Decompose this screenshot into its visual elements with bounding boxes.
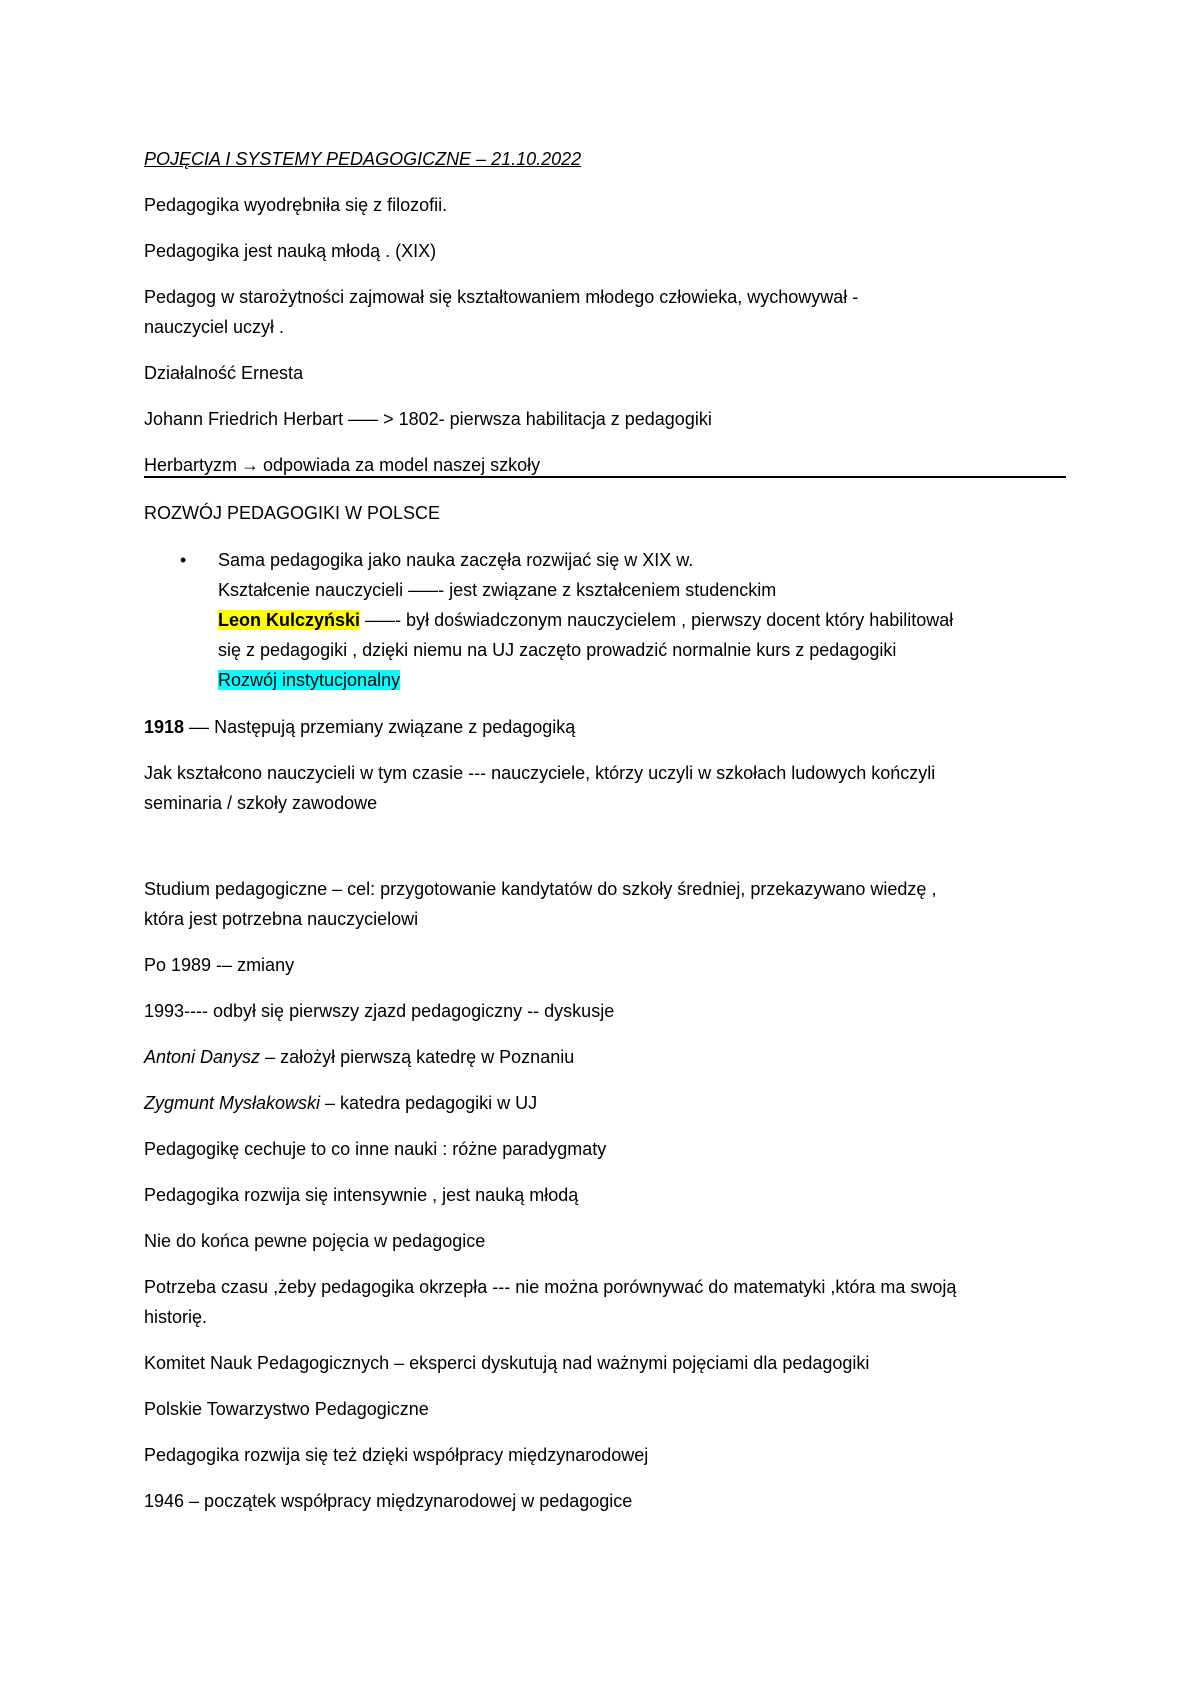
paragraph: Pedagogika wyodrębniła się z filozofii. [144, 195, 448, 215]
horizontal-rule [144, 476, 1066, 478]
paragraph-continued: nauczyciel uczył . [144, 317, 285, 337]
paragraph-continued: która jest potrzebna nauczycielowi [144, 909, 419, 929]
paragraph: 1946 – początek współpracy międzynarodowej w pedagogice [144, 1491, 633, 1511]
highlighted-text: Rozwój instytucjonalny [218, 670, 401, 690]
paragraph-continued: seminaria / szkoły zawodowe [144, 793, 378, 813]
paragraph: Pedagog w starożytności zajmował się kształtowaniem młodego człowieka, wychowywał - [144, 287, 859, 307]
person-name: Zygmunt Mysłakowski [144, 1093, 321, 1113]
paragraph: Działalność Ernesta [144, 363, 304, 383]
bullet-line: się z pedagogiki , dzięki niemu na UJ zaczęto prowadzić normalnie kurs z pedagogiki [218, 640, 897, 660]
page-title: POJĘCIA I SYSTEMY PEDAGOGICZNE – 21.10.2022 [144, 149, 582, 169]
text-span: – katedra pedagogiki w UJ [320, 1093, 538, 1113]
paragraph-danysz [144, 1042, 574, 1072]
paragraph: Jak kształcono nauczycieli w tym czasie --- nauczyciele, którzy uczyli w szkołach ludowych kończyli [144, 763, 936, 783]
text-span: –– Następują przemiany związane z pedagogiką [184, 717, 576, 737]
paragraph: Pedagogikę cechuje to co inne nauki : różne paradygmaty [144, 1139, 607, 1159]
bullet-line: Kształcenie nauczycieli –––- jest związane z kształceniem studenckim [218, 580, 777, 600]
section-heading: ROZWÓJ PEDAGOGIKI W POLSCE [144, 503, 441, 523]
paragraph: Pedagogika rozwija się też dzięki współpracy międzynarodowej [144, 1445, 649, 1465]
paragraph: 1993---- odbył się pierwszy zjazd pedagogiczny -- dyskusje [144, 1001, 615, 1021]
bullet-line: Sama pedagogika jako nauka zaczęła rozwijać się w XIX w. [218, 550, 694, 570]
bullet-line [218, 665, 400, 695]
paragraph-1918 [144, 712, 575, 742]
text-span: – założył pierwszą katedrę w Poznaniu [260, 1047, 575, 1067]
text-span: odpowiada za model naszej szkoły [263, 455, 541, 475]
paragraph: Pedagogika jest nauką młodą . (XIX) [144, 241, 437, 261]
paragraph: Nie do końca pewne pojęcia w pedagogice [144, 1231, 486, 1251]
paragraph: Studium pedagogiczne – cel: przygotowanie kandytatów do szkoły średniej, przekazywano wiedzę , [144, 879, 937, 899]
paragraph: Potrzeba czasu ,żeby pedagogika okrzepła --- nie można porównywać do matematyki ,która ma swoją [144, 1277, 957, 1297]
paragraph: Komitet Nauk Pedagogicznych – eksperci dyskutują nad ważnymi pojęciami dla pedagogiki [144, 1353, 870, 1373]
highlighted-name: Leon Kulczyński [218, 610, 361, 630]
text-span: –––- był doświadczonym nauczycielem , pierwszy docent który habilitował [360, 610, 954, 630]
person-name: Antoni Danysz [144, 1047, 261, 1067]
paragraph: Po 1989 -– zmiany [144, 955, 295, 975]
paragraph: Pedagogika rozwija się intensywnie , jest nauką młodą [144, 1185, 579, 1205]
paragraph: Johann Friedrich Herbart ––– > 1802- pierwsza habilitacja z pedagogiki [144, 409, 712, 429]
right-arrow-icon: → [241, 455, 260, 475]
text-span: Herbartyzm [144, 455, 238, 475]
paragraph: Polskie Towarzystwo Pedagogiczne [144, 1399, 429, 1419]
paragraph-continued: historię. [144, 1307, 208, 1327]
year-label: 1918 [144, 717, 185, 737]
bullet-icon: • [180, 550, 187, 570]
paragraph-myslakowski [144, 1088, 537, 1118]
bullet-line [218, 605, 953, 635]
